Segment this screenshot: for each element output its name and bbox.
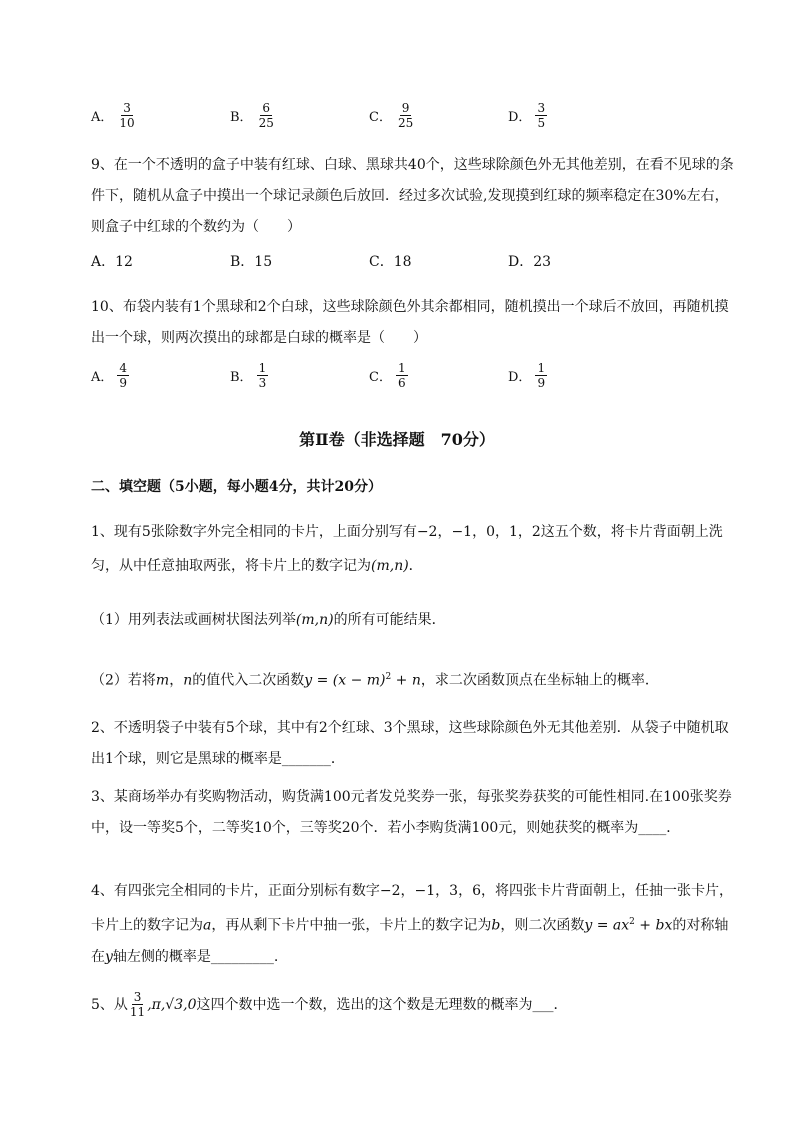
q10-option-a	[91, 361, 129, 390]
denominator: 5	[537, 116, 546, 130]
q10-option-d	[508, 361, 547, 390]
option-label: D．	[508, 370, 532, 385]
fraction	[535, 101, 547, 130]
question-text: 5、从	[91, 996, 128, 1013]
math-exponent: 2	[629, 917, 635, 927]
sub-text: ，求二次函数顶点在坐标轴上的概率．	[420, 672, 659, 689]
question-text: 轴左侧的概率是_________.	[112, 948, 279, 965]
option-value: 15	[254, 254, 273, 270]
q9-option-d	[508, 252, 551, 272]
sub-text: （2）若将	[91, 672, 156, 689]
math-y: y	[105, 948, 113, 965]
denominator: 6	[397, 376, 406, 390]
denominator: 25	[397, 116, 414, 130]
fill-question-1-sub2	[91, 667, 659, 691]
math-exponent: 2	[385, 672, 392, 682]
numerator: 1	[537, 361, 546, 375]
denominator: 10	[119, 116, 135, 130]
fill-question-1	[91, 515, 741, 583]
question-text: 1、现有5张除数字外完全相同的卡片，上面分别写有−2，−1，0，1，2这五个数，将卡片背面朝上洗匀，从中任意抽取两张，将卡片上的数字记为	[91, 524, 723, 574]
fraction	[535, 361, 547, 390]
numerator: 3	[123, 101, 131, 115]
fraction	[396, 101, 415, 130]
numerator: 3	[537, 101, 546, 115]
q10-option-c	[369, 361, 408, 390]
fraction	[117, 101, 136, 130]
q8-option-a	[91, 101, 137, 130]
math-n: n	[183, 672, 193, 689]
q9-option-b	[230, 252, 272, 272]
fill-question-5	[91, 990, 568, 1019]
math-function: y = ax	[584, 917, 630, 934]
numerator: 6	[262, 101, 271, 115]
denominator: 9	[537, 376, 546, 390]
question-text: 的对称轴在	[91, 917, 729, 965]
question-text: ，再从剩下卡片中抽一张，卡片上的数字记为	[211, 917, 492, 934]
q10-option-b	[230, 361, 268, 390]
fraction	[257, 101, 276, 130]
math-a: a	[203, 917, 212, 934]
question-text: ．	[408, 558, 423, 574]
option-label: C．	[369, 254, 394, 270]
fill-question-3: 3、某商场举办有奖购物活动，购货满100元者发兑奖券一张，每张奖券获奖的可能性相同.在100张奖券中，设一等奖5个，二等奖10个，三等奖20个．若小李购货满100元，则她获奖的概率为____．	[91, 789, 732, 836]
option-label: A．	[91, 370, 114, 385]
sub-text: ，	[169, 672, 184, 689]
question-text: 4、有四张完全相同的卡片，正面分别标有数字−2，−1，3，6，将四张卡片背面朝上，任抽一张卡片，卡片上的数字记为	[91, 883, 733, 934]
math-mn: (m,n)	[371, 558, 409, 574]
denominator: 3	[258, 376, 267, 390]
option-label: A．	[91, 110, 114, 125]
numerator: 3	[133, 990, 142, 1004]
section-title: 第Ⅱ卷（非选择题 70分）	[299, 430, 495, 449]
question-9: 9、在一个不透明的盒子中装有红球、白球、黑球共40个，这些球除颜色外无其他差别，在看不见球的条件下，随机从盒子中摸出一个球记录颜色后放回．经过多次试验,发现摸到红球的频率稳定在30%左右，则盒子中红球的个数约为（ ）	[91, 157, 734, 235]
math-m: m	[155, 672, 170, 689]
option-value: 12	[115, 254, 133, 270]
denominator: 11	[129, 1005, 146, 1019]
q8-option-b	[230, 101, 276, 130]
q9-option-c	[369, 252, 412, 272]
math-mn: (m,n)	[295, 612, 334, 628]
option-value: 23	[533, 254, 552, 270]
option-label: C．	[369, 370, 392, 385]
fraction	[396, 361, 408, 390]
option-label: D．	[508, 110, 532, 125]
fill-question-4	[91, 876, 741, 973]
fill-question-1-sub1	[91, 610, 446, 630]
numerator: 1	[258, 361, 267, 375]
fill-question-2: 2、不透明袋子中装有5个球，其中有2个红球、3个黑球，这些球除颜色外无其他差别．从袋子中随机取出1个球，则它是黑球的概率是_______．	[91, 720, 729, 767]
math-b: b	[491, 917, 501, 934]
denominator: 9	[119, 376, 128, 390]
option-label: C．	[369, 110, 392, 125]
question-text: ，则二次函数	[500, 917, 585, 934]
math-numbers: ,π,√3,0	[147, 996, 197, 1013]
sub-text: 的值代入二次函数	[192, 672, 305, 689]
math-function: + bx	[634, 917, 673, 934]
question-text: 这四个数中选一个数，选出的这个数是无理数的概率为___．	[196, 996, 568, 1013]
numerator: 1	[397, 361, 406, 375]
option-label: B．	[230, 254, 255, 270]
question-10: 10、布袋内装有1个黑球和2个白球，这些球除颜色外其余都相同，随机摸出一个球后不放回，再随机摸出一个球，则两次摸出的球都是白球的概率是（ ）	[91, 299, 729, 346]
option-label: B．	[230, 110, 253, 125]
math-function: + n	[391, 672, 421, 689]
numerator: 9	[401, 101, 410, 115]
q8-option-c	[369, 101, 415, 130]
sub-text: （1）用列表法或画树状图法列举	[91, 612, 296, 628]
option-label: D．	[508, 254, 534, 270]
math-function: y = (x − m)	[304, 672, 386, 689]
fraction	[257, 361, 269, 390]
denominator: 25	[258, 116, 274, 130]
option-label: B．	[230, 370, 253, 385]
sub-text: 的所有可能结果．	[333, 612, 446, 628]
q8-option-d	[508, 101, 547, 130]
fraction	[128, 990, 147, 1019]
option-label: A．	[91, 254, 116, 270]
numerator: 4	[119, 361, 128, 375]
fraction	[117, 361, 129, 390]
q9-option-a	[91, 252, 133, 272]
part2-title: 二、填空题（5小题，每小题4分，共计20分）	[91, 479, 382, 495]
option-value: 18	[393, 254, 412, 270]
